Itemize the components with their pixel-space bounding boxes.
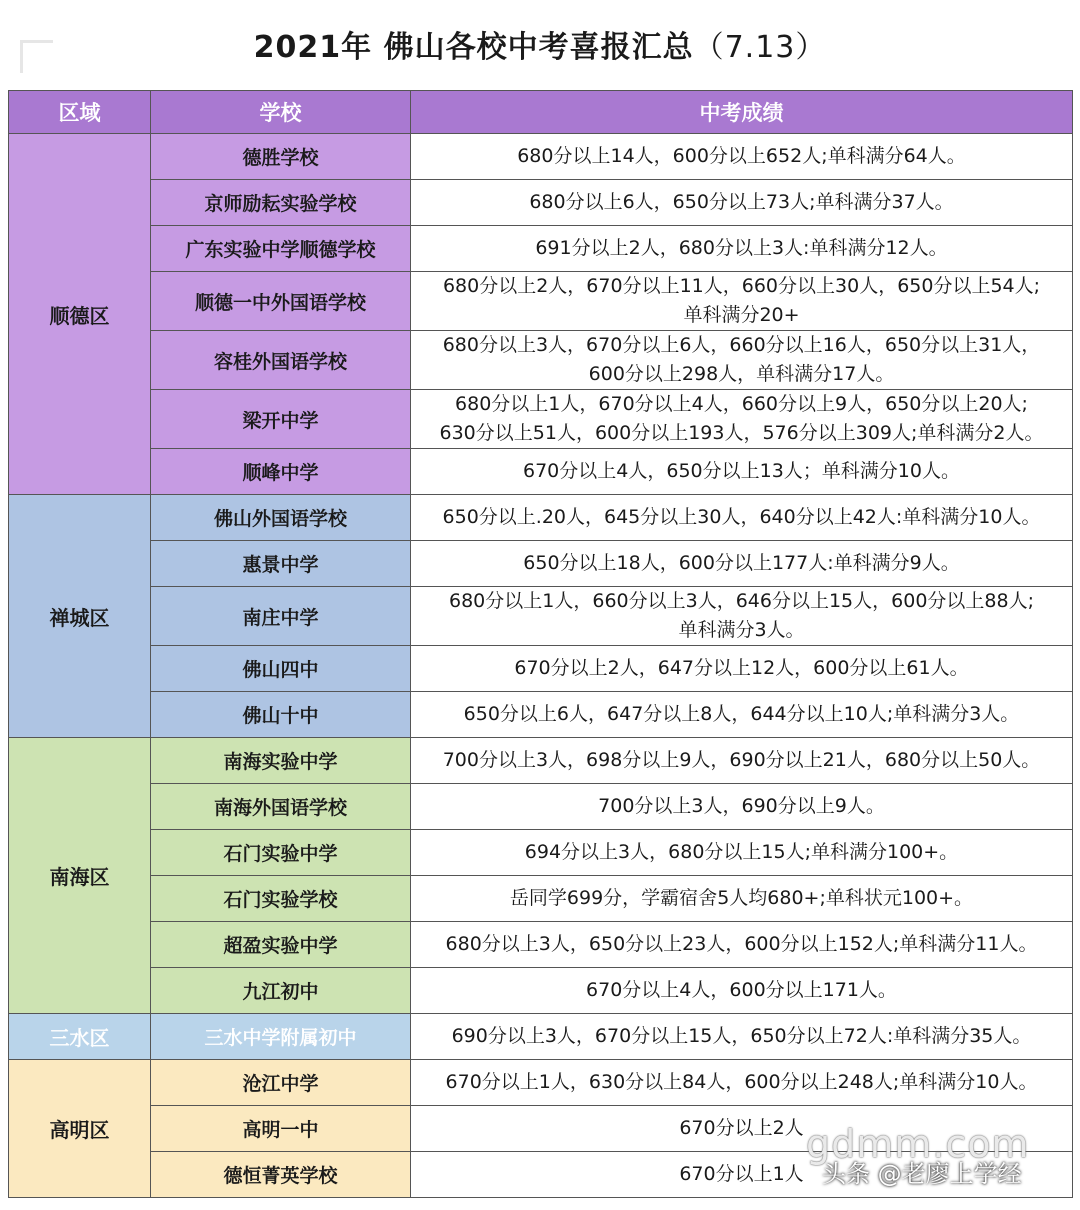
results-table bbox=[8, 90, 1073, 1198]
score-cell bbox=[411, 646, 1073, 692]
school-cell: 石门实验中学 bbox=[151, 830, 411, 876]
school-cell: 容桂外国语学校 bbox=[151, 331, 411, 390]
score-line: 670分以上1人 bbox=[679, 1163, 804, 1185]
score-cell bbox=[411, 876, 1073, 922]
school-cell: 顺峰中学 bbox=[151, 449, 411, 495]
score-line: 680分以上1人，660分以上3人，646分以上15人，600分以上88人; bbox=[449, 590, 1034, 612]
score-cell bbox=[411, 134, 1073, 180]
school-cell: 梁开中学 bbox=[151, 390, 411, 449]
score-line: 670分以上1人，630分以上84人，600分以上248人;单科满分10人。 bbox=[445, 1071, 1038, 1093]
table-header-row bbox=[9, 91, 1073, 134]
score-line: 670分以上2人 bbox=[679, 1117, 804, 1139]
score-line: 680分以上3人，650分以上23人，600分以上152人;单科满分11人。 bbox=[445, 933, 1038, 955]
watermark-text: gdmm.com bbox=[806, 1122, 1030, 1166]
table-row bbox=[9, 922, 1073, 968]
table-row bbox=[9, 738, 1073, 784]
table-row bbox=[9, 784, 1073, 830]
score-cell bbox=[411, 226, 1073, 272]
score-line: 680分以上2人，670分以上11人，660分以上30人，650分以上54人; bbox=[442, 275, 1041, 297]
score-cell bbox=[411, 587, 1073, 646]
score-cell bbox=[411, 495, 1073, 541]
region-cell: 禅城区 bbox=[9, 495, 151, 738]
school-cell: 京师励耘实验学校 bbox=[151, 180, 411, 226]
score-cell bbox=[411, 738, 1073, 784]
source-credit: 头条 @老廖上学经 bbox=[822, 1160, 1022, 1188]
score-line: 680分以上3人，670分以上6人，660分以上16人，650分以上31人， bbox=[442, 334, 1041, 356]
school-cell: 佛山四中 bbox=[151, 646, 411, 692]
table-row bbox=[9, 541, 1073, 587]
school-cell: 广东实验中学顺德学校 bbox=[151, 226, 411, 272]
school-cell: 德胜学校 bbox=[151, 134, 411, 180]
table-row bbox=[9, 587, 1073, 646]
table-body bbox=[9, 134, 1073, 1198]
score-line: 650分以上6人，647分以上8人，644分以上10人;单科满分3人。 bbox=[463, 703, 1020, 725]
score-line: 岳同学699分，学霸宿舍5人均680+;单科状元100+。 bbox=[509, 887, 974, 909]
score-line: 650分以上.20人，645分以上30人，640分以上42人:单科满分10人。 bbox=[442, 506, 1041, 528]
school-cell: 佛山十中 bbox=[151, 692, 411, 738]
school-cell: 超盈实验中学 bbox=[151, 922, 411, 968]
school-cell: 九江初中 bbox=[151, 968, 411, 1014]
school-cell: 德恒菁英学校 bbox=[151, 1152, 411, 1198]
title-date: （7.13） bbox=[693, 30, 827, 65]
table-row bbox=[9, 226, 1073, 272]
school-cell: 三水中学附属初中 bbox=[151, 1014, 411, 1060]
score-line: 700分以上3人，690分以上9人。 bbox=[598, 795, 885, 817]
score-cell bbox=[411, 922, 1073, 968]
score-line: 670分以上2人，647分以上12人，600分以上61人。 bbox=[514, 657, 969, 679]
score-cell bbox=[411, 1060, 1073, 1106]
table-row bbox=[9, 876, 1073, 922]
score-cell bbox=[411, 692, 1073, 738]
table-row bbox=[9, 272, 1073, 331]
score-line: 600分以上298人，单科满分17人。 bbox=[588, 363, 895, 385]
school-cell: 高明一中 bbox=[151, 1106, 411, 1152]
region-cell: 高明区 bbox=[9, 1060, 151, 1198]
table-row bbox=[9, 390, 1073, 449]
score-cell bbox=[411, 968, 1073, 1014]
score-line: 630分以上51人，600分以上193人，576分以上309人;单科满分2人。 bbox=[439, 422, 1044, 444]
table-row bbox=[9, 134, 1073, 180]
score-cell bbox=[411, 390, 1073, 449]
table-row bbox=[9, 1014, 1073, 1060]
table-row bbox=[9, 968, 1073, 1014]
school-cell: 佛山外国语学校 bbox=[151, 495, 411, 541]
table-row bbox=[9, 180, 1073, 226]
score-line: 694分以上3人，680分以上15人;单科满分100+。 bbox=[524, 841, 959, 863]
header-region: 区域 bbox=[9, 91, 151, 134]
school-cell: 南海实验中学 bbox=[151, 738, 411, 784]
score-cell bbox=[411, 331, 1073, 390]
school-cell: 南庄中学 bbox=[151, 587, 411, 646]
table-row bbox=[9, 449, 1073, 495]
score-line: 单科满分3人。 bbox=[678, 619, 805, 641]
score-line: 680分以上14人，600分以上652人;单科满分64人。 bbox=[517, 145, 966, 167]
score-cell bbox=[411, 272, 1073, 331]
title-main: 2021年 佛山各校中考喜报汇总 bbox=[253, 30, 694, 65]
score-line: 700分以上3人，698分以上9人，690分以上21人，680分以上50人。 bbox=[442, 749, 1041, 771]
score-line: 691分以上2人，680分以上3人:单科满分12人。 bbox=[535, 237, 948, 259]
table-row bbox=[9, 830, 1073, 876]
region-cell: 顺德区 bbox=[9, 134, 151, 495]
score-cell bbox=[411, 449, 1073, 495]
score-line: 670分以上4人，600分以上171人。 bbox=[586, 979, 897, 1001]
school-cell: 沧江中学 bbox=[151, 1060, 411, 1106]
score-line: 670分以上4人，650分以上13人；单科满分10人。 bbox=[523, 460, 960, 482]
score-line: 690分以上3人，670分以上15人，650分以上72人:单科满分35人。 bbox=[451, 1025, 1032, 1047]
school-cell: 顺德一中外国语学校 bbox=[151, 272, 411, 331]
score-line: 680分以上1人，670分以上4人，660分以上9人，650分以上20人; bbox=[455, 393, 1028, 415]
school-cell: 南海外国语学校 bbox=[151, 784, 411, 830]
region-cell: 三水区 bbox=[9, 1014, 151, 1060]
score-line: 680分以上6人，650分以上73人;单科满分37人。 bbox=[529, 191, 954, 213]
table-row bbox=[9, 495, 1073, 541]
score-line: 单科满分20+ bbox=[683, 304, 800, 326]
table-row bbox=[9, 1060, 1073, 1106]
score-cell bbox=[411, 541, 1073, 587]
page-title bbox=[0, 18, 1080, 78]
header-school: 学校 bbox=[151, 91, 411, 134]
table-row bbox=[9, 692, 1073, 738]
table-row bbox=[9, 331, 1073, 390]
header-score: 中考成绩 bbox=[411, 91, 1073, 134]
table-row bbox=[9, 646, 1073, 692]
school-cell: 石门实验学校 bbox=[151, 876, 411, 922]
score-cell bbox=[411, 180, 1073, 226]
score-line: 650分以上18人，600分以上177人:单科满分9人。 bbox=[523, 552, 960, 574]
region-cell: 南海区 bbox=[9, 738, 151, 1014]
score-cell bbox=[411, 1014, 1073, 1060]
school-cell: 惠景中学 bbox=[151, 541, 411, 587]
score-cell bbox=[411, 784, 1073, 830]
score-cell bbox=[411, 830, 1073, 876]
